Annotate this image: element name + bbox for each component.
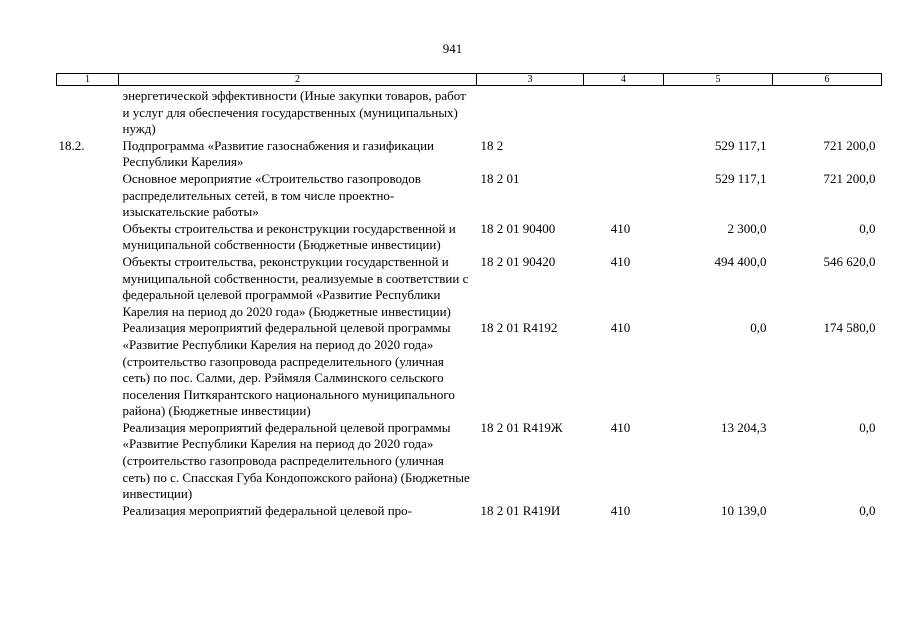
page-number: 941 [442,41,463,56]
row-amount-col5: 2 300,0 [727,220,767,236]
row-name: Реализация мероприятий федеральной целевой про- [122,502,412,518]
row-expense-type [584,86,664,138]
row-number [57,320,119,420]
row-expense-type [584,171,664,221]
table-row [57,320,882,420]
table-row [57,171,882,221]
row-amount-col5: 494 400,0 [714,253,767,269]
row-expense-type [584,138,664,171]
row-code: 18 2 01 R4192 [480,320,558,336]
row-amount-col6 [773,86,882,138]
table-row [57,86,882,138]
row-name: Реализация мероприятий федеральной целевой программы «Развитие Республики Карелия на период до 2020 года» (строительство газопровода распределительного (уличная сеть) по с. Спасская Губа Кондопожского района) (Бюджетные инвестиции) [122,419,470,502]
column-header-2: 2 [119,74,477,86]
row-amount-col5: 529 117,1 [714,137,767,153]
row-number: 18.2. [58,137,85,153]
column-header-5: 5 [664,74,773,86]
table-row [57,503,882,520]
row-amount-col6: 721 200,0 [823,170,876,186]
row-amount-col5: 13 204,3 [721,419,767,435]
table-header-row [57,74,882,86]
row-amount-col6: 546 620,0 [823,253,876,269]
row-code: 18 2 [480,137,504,153]
row-number [57,221,119,254]
table-row [57,254,882,320]
row-amount-col6: 0,0 [859,502,876,518]
column-header-3: 3 [477,74,584,86]
row-number [57,86,119,138]
row-code: 18 2 01 R419Ж [480,419,563,435]
row-name: Основное мероприятие «Строительство газопроводов распределительных сетей, в том числе проектно-изыскательские работы» [122,170,421,220]
row-number [57,254,119,320]
row-amount-col6: 0,0 [859,220,876,236]
row-name: энергетической эффективности (Иные закупки товаров, работ и услуг для обеспечения государственных (муниципальных) нужд) [122,88,466,137]
row-name: Объекты строительства и реконструкции государственной и муниципальной собственности (Бюджетные инвестиции) [122,220,456,253]
row-amount-col5: 10 139,0 [721,502,767,518]
row-code [477,86,584,138]
row-code: 18 2 01 90400 [480,220,556,236]
row-amount-col6: 721 200,0 [823,137,876,153]
row-name: Объекты строительства, реконструкции государственной и муниципальной собственности, реализуемые в соответствии с федеральной целевой программой «Развитие Республики Карелия на период до 2020 года» (Бюджетные инвестиции) [122,253,469,319]
row-amount-col6: 0,0 [859,419,876,435]
row-number [57,171,119,221]
row-code: 18 2 01 [480,170,520,186]
row-amount-col5: 0,0 [750,320,767,336]
row-number [57,503,119,520]
column-header-4: 4 [584,74,664,86]
row-expense-type: 410 [610,253,631,269]
row-expense-type: 410 [610,419,631,435]
row-code: 18 2 01 R419И [480,502,561,518]
column-header-1: 1 [57,74,119,86]
row-amount-col5: 529 117,1 [714,170,767,186]
table-row [57,221,882,254]
row-expense-type: 410 [610,502,631,518]
budget-table [56,73,882,519]
row-code: 18 2 01 90420 [480,253,556,269]
row-expense-type: 410 [610,320,631,336]
row-number [57,420,119,503]
column-header-6: 6 [773,74,882,86]
row-amount-col5 [664,86,773,138]
row-name: Реализация мероприятий федеральной целевой программы «Развитие Республики Карелия на период до 2020 года» (строительство газопровода распределительного (уличная сеть) по пос. Салми, дер. Рэймяля Салминского сельского поселения Питкярантского национального муниципального района) (Бюджетные инвестиции) [122,320,455,419]
table-row [57,420,882,503]
row-expense-type: 410 [610,220,631,236]
row-name: Подпрограмма «Развитие газоснабжения и газификации Республики Карелия» [122,137,434,170]
table-row [57,138,882,171]
row-amount-col6: 174 580,0 [823,320,876,336]
